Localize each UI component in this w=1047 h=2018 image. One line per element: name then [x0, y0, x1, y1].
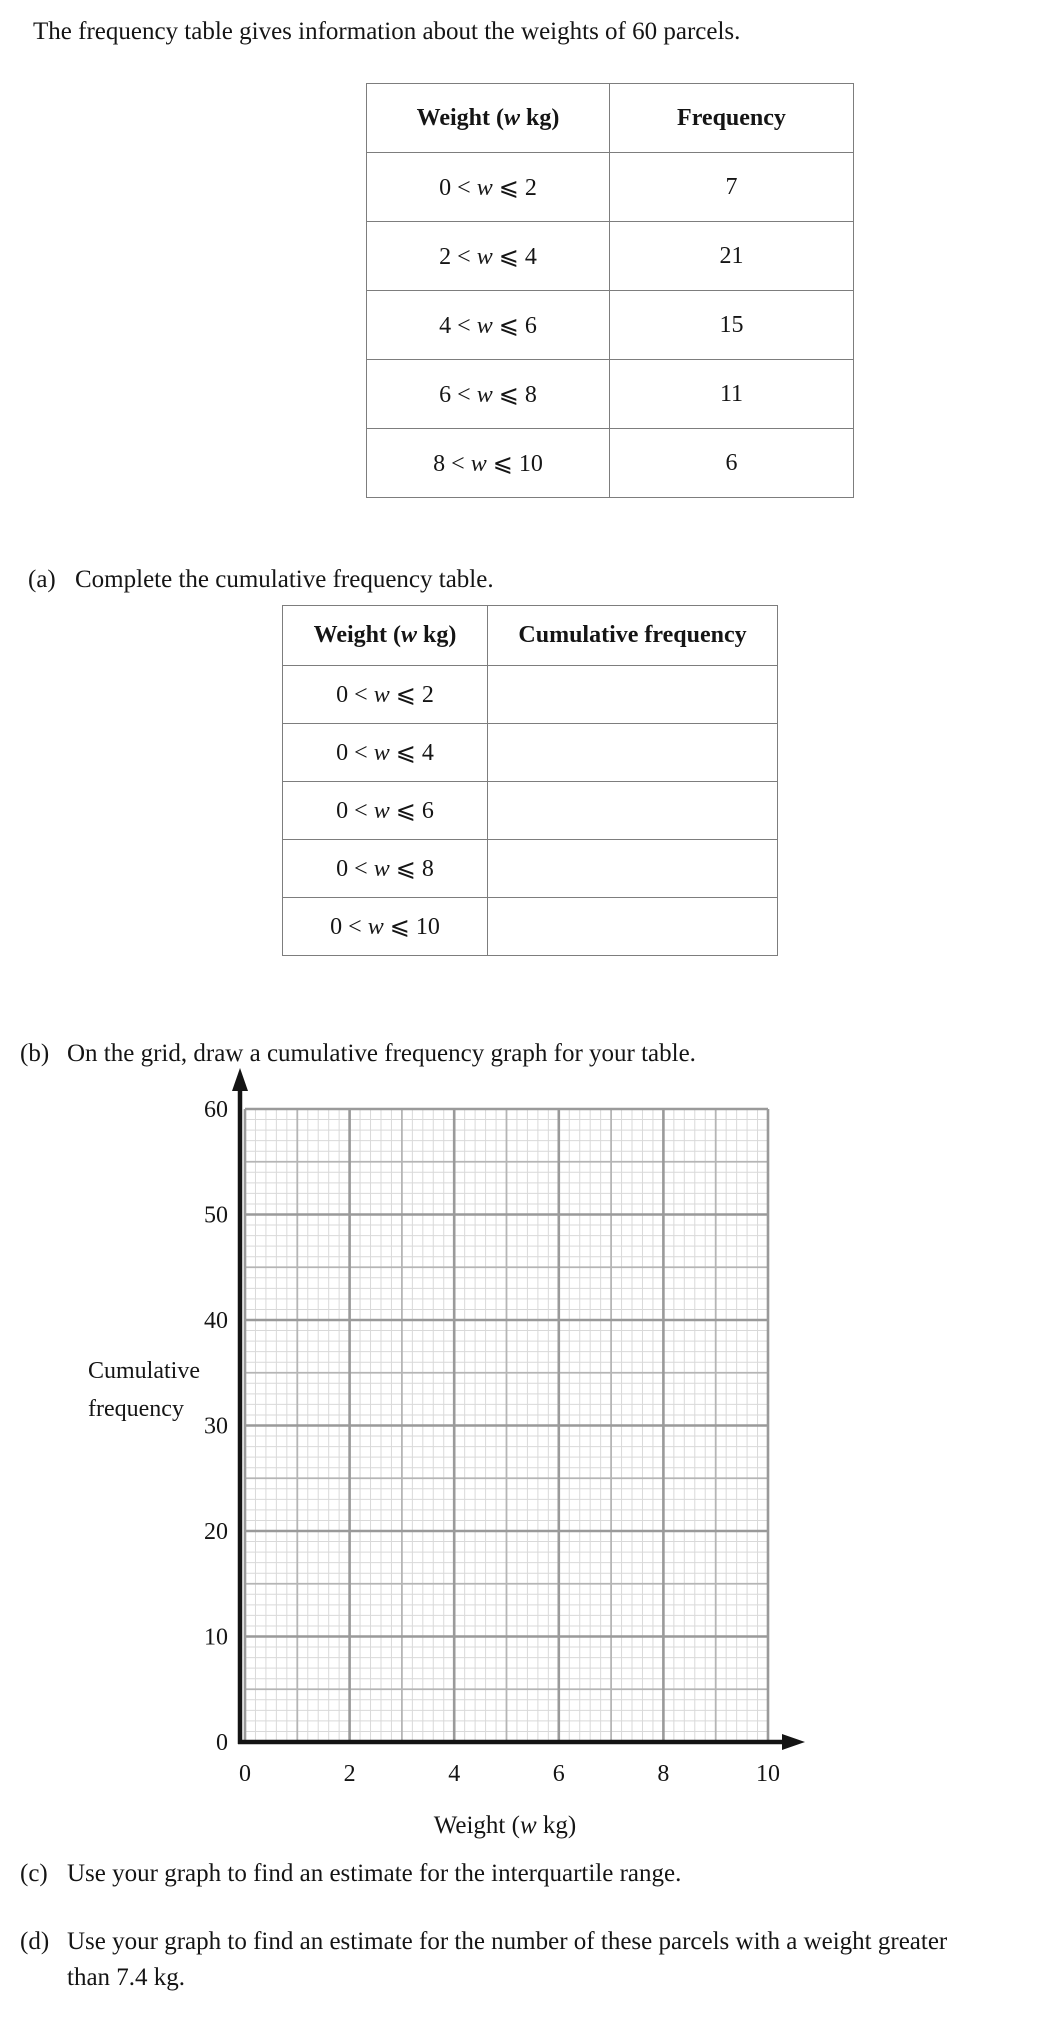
table-row [367, 360, 854, 429]
y-tick-label: 30 [204, 1413, 228, 1440]
weight-range-cell: 0 < w ⩽ 4 [283, 724, 488, 782]
y-axis-label: Cumulative frequency [88, 1358, 200, 1423]
weight-range-cell: 0 < w ⩽ 10 [283, 898, 488, 956]
part-c-text: Use your graph to find an estimate for the interquartile range. [67, 1860, 682, 1887]
part-c-label: (c) [20, 1860, 48, 1887]
weight-range-cell: 0 < w ⩽ 2 [283, 666, 488, 724]
cumulative-frequency-cell [488, 666, 778, 724]
part-d-label: (d) [20, 1928, 50, 1955]
cumulative-frequency-cell [488, 724, 778, 782]
weight-range-cell: 8 < w ⩽ 10 [367, 429, 610, 498]
part-d-text: Use your graph to find an estimate for the number of these parcels with a weight greater than 7.4 kg. [67, 1928, 948, 1991]
part-a-text: Complete the cumulative frequency table. [75, 566, 494, 593]
frequency-cell: 15 [610, 291, 854, 360]
weight-range-cell: 6 < w ⩽ 8 [367, 360, 610, 429]
part-c [20, 1856, 681, 1892]
table-row [283, 782, 778, 840]
frequency-table [366, 83, 854, 498]
x-tick-label: 8 [657, 1761, 670, 1787]
cumulative-table-header-row [283, 606, 778, 666]
x-tick-label: 10 [756, 1761, 780, 1787]
frequency-table-header-row [367, 84, 854, 153]
cumulative-frequency-table [282, 605, 778, 956]
part-b-text: On the grid, draw a cumulative frequency graph for your table. [67, 1040, 696, 1067]
y-tick-label: 60 [204, 1097, 228, 1123]
frequency-cell: 21 [610, 222, 854, 291]
weight-range-cell: 0 < w ⩽ 8 [283, 840, 488, 898]
intro-text: The frequency table gives information about the weights of 60 parcels. [33, 18, 741, 45]
x-axis-arrow [782, 1734, 805, 1750]
weight-range-cell: 2 < w ⩽ 4 [367, 222, 610, 291]
y-tick-label: 50 [204, 1202, 228, 1229]
frequency-column-header: Frequency [610, 84, 854, 153]
table-row [367, 153, 854, 222]
part-a-label: (a) [28, 566, 56, 593]
table-row [283, 898, 778, 956]
cumulative-frequency-graph [0, 1055, 1047, 1855]
x-tick-label: 6 [552, 1761, 565, 1787]
table-row [367, 222, 854, 291]
table-row [283, 724, 778, 782]
table-row [367, 429, 854, 498]
y-tick-label: 40 [204, 1308, 228, 1334]
part-d [20, 1924, 1020, 1995]
x-axis-label: Weight (w kg) [433, 1812, 577, 1839]
weight-column-header: Weight (w kg) [283, 606, 488, 666]
y-tick-label: 10 [204, 1624, 228, 1651]
frequency-cell: 7 [610, 153, 854, 222]
x-tick-label: 0 [239, 1761, 251, 1787]
weight-column-header: Weight (w kg) [367, 84, 610, 153]
y-axis-arrow [232, 1068, 248, 1091]
graph-grid [190, 1060, 820, 1850]
frequency-cell: 6 [610, 429, 854, 498]
y-tick-label: 0 [216, 1730, 228, 1756]
x-tick-label: 4 [448, 1761, 461, 1787]
cumulative-frequency-cell [488, 840, 778, 898]
y-tick-label: 20 [204, 1519, 228, 1545]
weight-range-cell: 0 < w ⩽ 6 [283, 782, 488, 840]
cumulative-frequency-column-header: Cumulative frequency [488, 606, 778, 666]
table-row [283, 666, 778, 724]
weight-range-cell: 0 < w ⩽ 2 [367, 153, 610, 222]
weight-range-cell: 4 < w ⩽ 6 [367, 291, 610, 360]
part-a [28, 562, 494, 598]
table-row [367, 291, 854, 360]
x-tick-label: 2 [343, 1761, 356, 1787]
table-row [283, 840, 778, 898]
cumulative-frequency-cell [488, 898, 778, 956]
part-b-label: (b) [20, 1040, 50, 1067]
frequency-cell: 11 [610, 360, 854, 429]
cumulative-frequency-cell [488, 782, 778, 840]
